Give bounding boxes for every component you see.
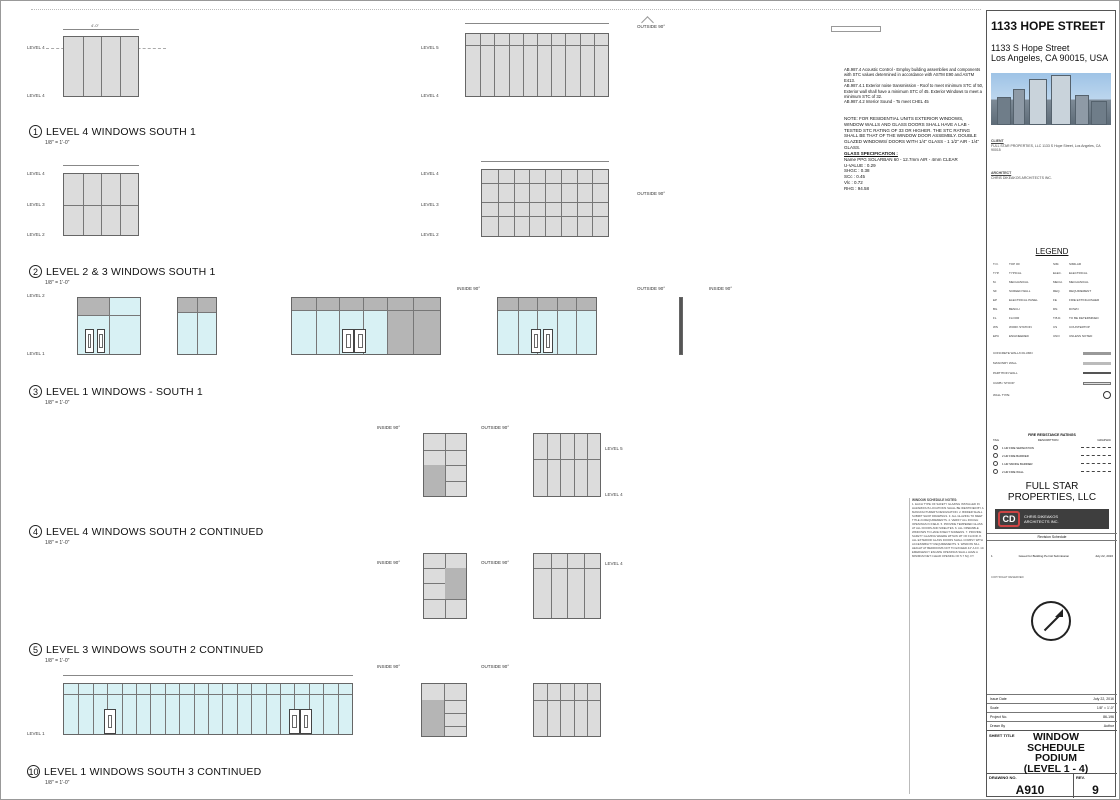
sheet-title-box [987,730,1117,774]
sheet-title: WINDOW SCHEDULE PODIUM (LEVEL 1 - 4) [1023,731,1089,775]
revision-row: 1 Issued for Building Permit Submission July 22, 2016 [991,554,1113,558]
glass-spec-line: SCc : 0.45 [844,174,866,180]
view-scale: 1/8" = 1'-0" [45,400,70,406]
view-title [27,765,261,778]
corner-marker: OUTSIDE 90° [481,560,510,565]
view-title [29,525,263,538]
corner-marker: OUTSIDE 90° [481,425,510,430]
corner-marker: OUTSIDE 90° [637,286,666,291]
window-elevation [423,433,467,497]
drawing-area [1,1,911,800]
fire-ratings-title: FIRE RESISTANCE RATINGS [1028,433,1076,437]
drawing-number-box [987,774,1117,798]
legend-symbol-row: MASONRY WALL [993,361,1111,365]
view-name: LEVEL 2 & 3 WINDOWS SOUTH 1 [46,266,216,278]
code-note: AB.987.4.1 Exterior noise transmission - Roof to meet minimum STC of 50, Exterior wall shall have a minimum STC of 45. Exterior Windows to meet a minimum STC of 32. [844,83,984,100]
corner-marker: OUTSIDE 90° [637,191,666,196]
project-city: Los Angeles, CA 90015, USA [991,53,1109,63]
dimension-text: 4'-0" [91,23,99,28]
view-number: 5 [29,643,42,656]
fire-rating-row: 2 HR FIRE BARRIER [993,453,1111,458]
legend-symbol-row: PARTITION WALL [993,371,1111,375]
window-elevation [533,433,601,497]
info-row: Project No. 86-196 [987,712,1117,721]
corner-marker: INSIDE 90° [377,560,401,565]
window-elevation [481,169,609,237]
storefront-elevation [497,297,597,355]
sheet-info-table [987,694,1117,730]
revision-schedule-heading: Revision Schedule [987,533,1117,541]
dimension-line [63,29,139,30]
fire-rating-row: 1 HR FIRE SEPARATION [993,445,1111,450]
dimension-line [63,675,353,676]
view-name: LEVEL 4 WINDOWS SOUTH 2 CONTINUED [46,526,264,538]
corner-marker: OUTSIDE 90° [637,24,666,29]
dimension-line [481,161,609,162]
section-elevation [679,297,683,355]
window-elevation [533,683,601,737]
level-marker: LEVEL 2 [27,232,45,237]
level-marker: LEVEL 4 [27,171,45,176]
legend-symbol-row: WALL TYPE [993,391,1111,399]
glass-spec-line: RHG : 94.58 [844,185,870,191]
storefront-elevation [291,297,441,355]
architect-logo: CD CHRIS DIKEAKOS ARCHITECTS INC. [995,509,1109,529]
view-title [29,265,216,278]
level-marker: LEVEL 1 [27,351,45,356]
view-number: 3 [29,385,42,398]
dimension-line [465,23,609,24]
view-number: 10 [28,766,39,777]
drawing-no: A910 [1015,783,1045,797]
schedule-notes-title: WINDOW SCHEDULE NOTES: [912,498,958,502]
acoustic-code-notes [844,67,984,105]
glass-specification [844,151,984,192]
level-marker: LEVEL 3 [421,202,439,207]
legend-title: LEGEND [1035,247,1069,256]
dimension-line [63,165,139,166]
north-arrow-icon [1031,601,1071,641]
view-title [29,385,203,398]
window-elevation [421,683,467,737]
view-scale: 1/8" = 1'-0" [45,140,70,146]
view-scale: 1/8" = 1'-0" [45,780,70,786]
level-marker: LEVEL 4 [27,93,45,98]
view-name: LEVEL 1 WINDOWS SOUTH 3 CONTINUED [44,766,262,778]
residential-note: NOTE: FOR RESIDENTIAL UNITS EXTERIOR WINDOWS, WINDOW WALLS AND GLASS DOORS SHALL HAVE A LAB - TESTED STC RATING OF 33 OR HIGHER. THE STC RATING SHALL BE THAT OF THE WINDOW DOOR ASSEMBLY. DOUBLE GLAZED WINDOWS/ DOORS WITH 1/4" GLASS - 1 1/2" AIR - 1/4" GLASS. [844,116,980,150]
code-note: AB.987.4 Acoustic Control - Employ building assemblies and components with STC values determined in accordance with ASTM E90 and ASTM E413. [844,67,981,83]
window-schedule-notes [909,498,985,794]
view-number: 1 [29,125,42,138]
info-row: Issue Date July 22, 2016 [987,694,1117,703]
rev-value: 9 [1092,783,1099,797]
fire-ratings-header: TAG DESCRIPTION GRAPHIC [993,438,1111,442]
storefront-elevation [63,683,353,735]
view-name: LEVEL 4 WINDOWS SOUTH 1 [46,126,197,138]
project-address: 1133 S Hope Street [991,43,1070,53]
client-heading: CLIENT [991,139,1004,143]
level-marker: LEVEL 1 [27,731,45,736]
schedule-notes-body: 1. EACH TYPE OF SAFETY GLAZING INSTALLED IN HAZARDOUS LOCATIONS SHALL BE IDENTIFIED BY A MANUFACTURER'S DESIGNATION. 2. BIDDER SHALL SUBMIT SHOP DRAWINGS. 3. ALL GLAZING TO MEET TITLE 24 REQUIREMENTS. 4. VERIFY ALL ROUGH OPENINGS IN FIELD. 5. PROVIDE TEMPERED GLASS AT ALL DOORS AND SIDELITES. 6. ALL OPERABLE WINDOWS TO HAVE INSECT SCREENS. 7. PROVIDE SAFETY GLAZING WHERE WITHIN 18" OF FLOOR. 8. ALL EXTERIOR GLASS DOORS SHALL COMPLY WITH ACCESSIBILITY REQUIREMENTS. 9. WINDOW SILL HEIGHT AT BEDROOMS NOT TO EXCEED 44" A.F.F. 10. EMERGENCY ESCAPE OPENINGS SHALL HAVE A MINIMUM NET CLEAR OPENING OF 5.7 SQ. FT. [912,502,985,558]
architect-section [991,171,1111,180]
corner-chevron [641,16,655,24]
window-elevation [465,33,609,97]
legend-symbol-row: CONCRETE WALL/COLUMN [993,351,1111,355]
level-marker: LEVEL 5 [421,45,439,50]
view-scale: 1/8" = 1'-0" [45,658,70,664]
level-marker: LEVEL 4 [27,45,45,50]
glass-spec-line: U-VALUE : 0.29 [844,162,876,168]
architect-heading: ARCHITECT [991,171,1012,175]
storefront-elevation [77,297,141,355]
project-name: 1133 HOPE STREET [991,19,1106,33]
level-marker: LEVEL 4 [421,93,439,98]
level-marker: LEVEL 3 [27,202,45,207]
window-elevation [63,36,139,97]
window-elevation [63,173,139,236]
window-elevation [423,553,467,619]
drawing-no-label: DRAWING NO. [989,775,1017,780]
view-scale: 1/8" = 1'-0" [45,280,70,286]
glass-spec-line: Vlc : 0.72 [844,179,863,185]
info-row: Scale 1/8" = 1'-0" [987,703,1117,712]
level-marker: LEVEL 2 [421,232,439,237]
sheet-title-label: SHEET TITLE [989,733,1015,738]
level-marker: LEVEL 5 [605,446,623,451]
corner-marker: INSIDE 90° [377,425,401,430]
info-row: Drawn By Author [987,721,1117,730]
code-note: AB.987.4.2 Interior Sound - To meet CHEL 45 [844,99,929,105]
view-title [29,125,196,138]
copyright-note: COPYRIGHT RESERVED [991,575,1024,579]
view-number: 4 [29,525,42,538]
fire-rating-row: 1 HR SMOKE BARRIER [993,461,1111,466]
notes-tag [831,26,881,32]
storefront-elevation [177,297,217,355]
legend-symbol-row: CURB / STOOP [993,381,1111,385]
architect-text: CHRIS DIKEAKOS ARCHITECTS INC. [991,175,1052,180]
view-scale: 1/8" = 1'-0" [45,540,70,546]
corner-marker: INSIDE 90° [457,286,481,291]
corner-marker: OUTSIDE 90° [481,664,510,669]
glass-spec-line: Name PPG SOLARBAN 60 - 12.7mm AIR - 4mm CLEAR [844,156,958,162]
client-text: FULL STAR PROPERTIES, LLC 1133 S Hope Street, Los Angeles, CA 90015 [991,143,1101,153]
corner-marker: INSIDE 90° [709,286,733,291]
window-elevation [533,553,601,619]
view-name: LEVEL 3 WINDOWS SOUTH 2 CONTINUED [46,644,264,656]
logo-mark: CD [998,511,1020,527]
glass-spec-line: SHGC : 0.38 [844,168,870,174]
project-rendering-image [991,73,1111,125]
corner-marker: INSIDE 90° [377,664,401,669]
glass-spec-title: GLASS SPECIFICATION : [844,151,898,156]
client-section [991,139,1111,153]
legend-table: T.O. TOP OF SIM. SIMILAR TYP. TYPICAL ELEC. ELECTRICAL M. MECHANICAL MECH. MECHANICAL SF SCREEN WALL REQ. REQUIREMENT EP ELECTRICAL PANEL FE FIRE EXTINGUISHER BG BENCH DN. DOWN FL FLOOR T.B.D. TO BE DETERMINED WS WORK STATION CS COUNTERTOP EPC ENGINEERED UNO UNLESS NOTED [993,261,1100,338]
level-marker: LEVEL 4 [421,171,439,176]
view-number: 2 [29,265,42,278]
level-marker: LEVEL 4 [605,492,623,497]
title-block [986,10,1116,797]
view-title [29,643,263,656]
fire-rating-row: 2 HR FIRE WALL [993,469,1111,474]
view-name: LEVEL 1 WINDOWS - SOUTH 1 [46,386,203,398]
rev-label: REV. [1076,775,1085,780]
level-marker: LEVEL 4 [605,561,623,566]
owner-name: FULL STAR PROPERTIES, LLC [1007,481,1097,503]
level-marker: LEVEL 2 [27,293,45,298]
